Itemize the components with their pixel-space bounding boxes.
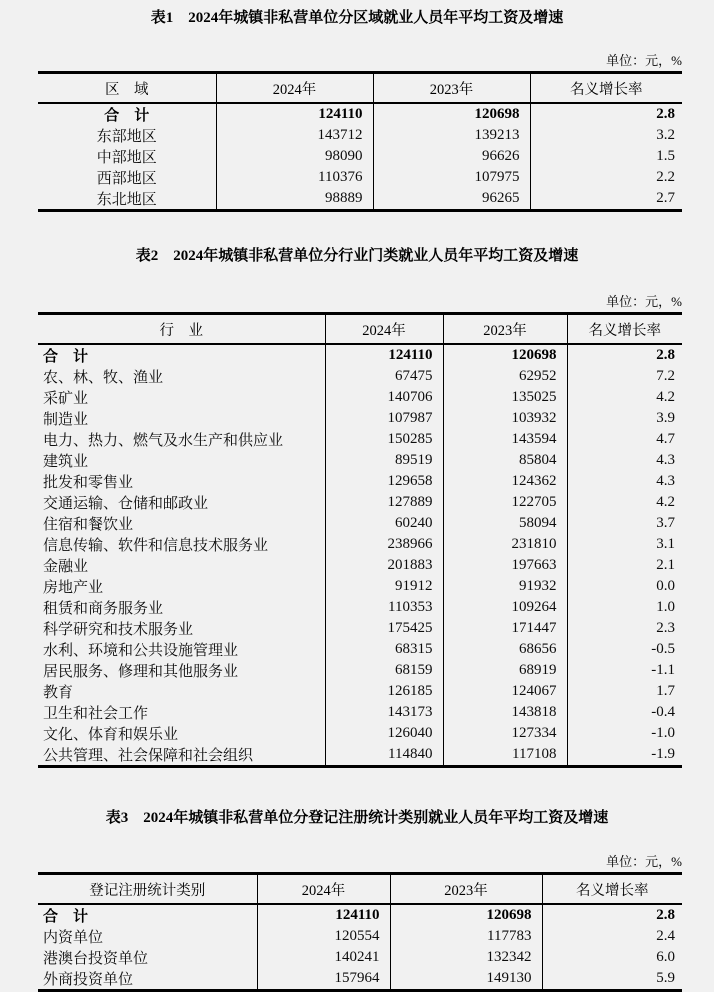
- row-value: 197663: [443, 555, 567, 576]
- row-value: 60240: [325, 513, 443, 534]
- table-row: [38, 408, 682, 429]
- row-value: 107975: [373, 167, 530, 188]
- column-header-industry: 行 业: [38, 314, 325, 345]
- row-value: 126185: [325, 681, 443, 702]
- row-value: 67475: [325, 366, 443, 387]
- row-label: 金融业: [43, 559, 89, 575]
- table-row: [38, 344, 682, 366]
- table-row: [38, 513, 682, 534]
- row-value: 62952: [443, 366, 567, 387]
- column-header-growth: 名义增长率: [542, 874, 682, 905]
- row-value: 122705: [443, 492, 567, 513]
- row-value: -0.5: [567, 639, 682, 660]
- row-value: 2.8: [542, 904, 682, 926]
- row-value: 91932: [443, 576, 567, 597]
- row-label: 住宿和餐饮业: [43, 517, 134, 533]
- row-value: 143712: [216, 125, 373, 146]
- table1-header: [38, 73, 682, 104]
- row-value: 1.0: [567, 597, 682, 618]
- table-row: [38, 429, 682, 450]
- row-value: 124067: [443, 681, 567, 702]
- row-value: 3.1: [567, 534, 682, 555]
- row-value: 3.9: [567, 408, 682, 429]
- row-value: 120698: [443, 344, 567, 366]
- row-label: 制造业: [43, 412, 89, 428]
- row-value: 2.4: [542, 926, 682, 947]
- table3-registration-type-wages: [38, 872, 682, 992]
- table1-unit-label: 单位：元，%: [606, 53, 682, 68]
- row-value: 117108: [443, 744, 567, 767]
- row-value: 120698: [390, 904, 542, 926]
- column-header-2024: 2024年: [216, 73, 373, 104]
- table3-body: [38, 904, 682, 991]
- row-value: 127334: [443, 723, 567, 744]
- table1-title: 表1 2024年城镇非私营单位分区域就业人员年平均工资及增速: [150, 10, 564, 26]
- table1-section: [0, 0, 714, 212]
- row-value: 4.2: [567, 492, 682, 513]
- row-value: 127889: [325, 492, 443, 513]
- table3-header: [38, 874, 682, 905]
- column-header-2023: 2023年: [373, 73, 530, 104]
- row-value: 129658: [325, 471, 443, 492]
- row-value: -1.9: [567, 744, 682, 767]
- row-value: 231810: [443, 534, 567, 555]
- row-value: 140241: [257, 947, 390, 968]
- row-value: 2.8: [567, 344, 682, 366]
- row-label: 卫生和社会工作: [43, 706, 149, 722]
- table-row: [38, 618, 682, 639]
- table-row: [38, 492, 682, 513]
- column-header-2023: 2023年: [443, 314, 567, 345]
- row-value: 132342: [390, 947, 542, 968]
- row-value: 110376: [216, 167, 373, 188]
- row-value: 68315: [325, 639, 443, 660]
- row-value: 143173: [325, 702, 443, 723]
- row-label: 内资单位: [43, 930, 104, 946]
- row-value: 2.8: [530, 103, 682, 125]
- table-row: [38, 576, 682, 597]
- row-value: 120698: [373, 103, 530, 125]
- table-row: [38, 125, 682, 146]
- row-value: 68159: [325, 660, 443, 681]
- column-header-registration-type: 登记注册统计类别: [38, 874, 257, 905]
- row-value: 4.3: [567, 471, 682, 492]
- row-value: 89519: [325, 450, 443, 471]
- table-row: [38, 947, 682, 968]
- row-value: 143818: [443, 702, 567, 723]
- column-header-2024: 2024年: [325, 314, 443, 345]
- row-label: 文化、体育和娱乐业: [43, 727, 179, 743]
- row-label: 西部地区: [96, 171, 157, 187]
- row-label: 教育: [43, 685, 74, 701]
- table2-section: [0, 212, 714, 768]
- header-row: [38, 874, 682, 905]
- row-label: 中部地区: [96, 150, 157, 166]
- table2-title: 表2 2024年城镇非私营单位分行业门类就业人员年平均工资及增速: [135, 248, 579, 264]
- table-row: [38, 534, 682, 555]
- row-value: 201883: [325, 555, 443, 576]
- row-value: 5.9: [542, 968, 682, 991]
- column-header-2023: 2023年: [390, 874, 542, 905]
- row-value: 3.2: [530, 125, 682, 146]
- row-label: 采矿业: [43, 391, 89, 407]
- row-value: 150285: [325, 429, 443, 450]
- row-value: 126040: [325, 723, 443, 744]
- row-label: 批发和零售业: [43, 475, 134, 491]
- row-value: 2.3: [567, 618, 682, 639]
- row-label: 居民服务、修理和其他服务业: [43, 664, 239, 680]
- row-label: 电力、热力、燃气及水生产和供应业: [43, 433, 284, 449]
- row-value: 6.0: [542, 947, 682, 968]
- row-value: 124110: [325, 344, 443, 366]
- row-label: 港澳台投资单位: [43, 951, 149, 967]
- row-value: 157964: [257, 968, 390, 991]
- column-header-region: 区 域: [38, 73, 216, 104]
- row-label: 交通运输、仓储和邮政业: [43, 496, 209, 512]
- row-value: -1.0: [567, 723, 682, 744]
- row-value: 68656: [443, 639, 567, 660]
- table-row: [38, 471, 682, 492]
- row-value: 3.7: [567, 513, 682, 534]
- row-label: 信息传输、软件和信息技术服务业: [43, 538, 269, 554]
- table-row: [38, 660, 682, 681]
- row-value: 7.2: [567, 366, 682, 387]
- row-value: 117783: [390, 926, 542, 947]
- row-value: 2.1: [567, 555, 682, 576]
- row-value: 2.7: [530, 188, 682, 211]
- row-label: 东部地区: [96, 129, 157, 145]
- table-row: [38, 597, 682, 618]
- row-value: 124362: [443, 471, 567, 492]
- column-header-growth: 名义增长率: [567, 314, 682, 345]
- table-row: [38, 387, 682, 408]
- row-value: 91912: [325, 576, 443, 597]
- row-label: 农、林、牧、渔业: [43, 370, 164, 386]
- row-value: 4.3: [567, 450, 682, 471]
- table3-unit-label: 单位：元，%: [606, 854, 682, 869]
- row-label: 合 计: [43, 349, 89, 365]
- table-row: [38, 681, 682, 702]
- row-value: 58094: [443, 513, 567, 534]
- table-row: [38, 639, 682, 660]
- table2-industry-wages: [38, 312, 682, 768]
- table-row: [38, 926, 682, 947]
- table-row: [38, 555, 682, 576]
- row-label: 合 计: [104, 108, 150, 124]
- row-value: 114840: [325, 744, 443, 767]
- row-label: 租赁和商务服务业: [43, 601, 164, 617]
- header-row: [38, 314, 682, 345]
- row-value: 4.2: [567, 387, 682, 408]
- row-value: 96626: [373, 146, 530, 167]
- column-header-growth: 名义增长率: [530, 73, 682, 104]
- row-value: 107987: [325, 408, 443, 429]
- row-value: 1.5: [530, 146, 682, 167]
- row-value: 1.7: [567, 681, 682, 702]
- row-label: 房地产业: [43, 580, 104, 596]
- row-value: 171447: [443, 618, 567, 639]
- row-value: -1.1: [567, 660, 682, 681]
- table3-section: [0, 768, 714, 992]
- row-label: 科学研究和技术服务业: [43, 622, 194, 638]
- table2-unit-label: 单位：元，%: [606, 294, 682, 309]
- table-row: [38, 744, 682, 767]
- row-label: 合 计: [43, 909, 89, 925]
- table2-body: [38, 344, 682, 767]
- table-row: [38, 904, 682, 926]
- row-value: 96265: [373, 188, 530, 211]
- row-value: 98889: [216, 188, 373, 211]
- row-value: 0.0: [567, 576, 682, 597]
- row-value: 124110: [216, 103, 373, 125]
- table-row: [38, 702, 682, 723]
- table-row: [38, 167, 682, 188]
- row-value: 110353: [325, 597, 443, 618]
- row-value: 175425: [325, 618, 443, 639]
- row-value: 124110: [257, 904, 390, 926]
- row-value: 98090: [216, 146, 373, 167]
- row-value: 103932: [443, 408, 567, 429]
- column-header-2024: 2024年: [257, 874, 390, 905]
- row-value: 68919: [443, 660, 567, 681]
- row-value: 135025: [443, 387, 567, 408]
- row-value: 2.2: [530, 167, 682, 188]
- table-row: [38, 188, 682, 211]
- row-value: -0.4: [567, 702, 682, 723]
- table-row: [38, 723, 682, 744]
- table-row: [38, 968, 682, 991]
- table-row: [38, 450, 682, 471]
- row-value: 4.7: [567, 429, 682, 450]
- row-label: 公共管理、社会保障和社会组织: [43, 748, 254, 764]
- row-label: 外商投资单位: [43, 972, 134, 988]
- table-row: [38, 366, 682, 387]
- row-label: 水利、环境和公共设施管理业: [43, 643, 239, 659]
- row-value: 140706: [325, 387, 443, 408]
- table3-title: 表3 2024年城镇非私营单位分登记注册统计类别就业人员年平均工资及增速: [105, 810, 609, 826]
- row-value: 85804: [443, 450, 567, 471]
- table1-region-wages: [38, 71, 682, 212]
- table2-header: [38, 314, 682, 345]
- table-row: [38, 103, 682, 125]
- row-value: 109264: [443, 597, 567, 618]
- row-value: 139213: [373, 125, 530, 146]
- row-value: 120554: [257, 926, 390, 947]
- row-value: 238966: [325, 534, 443, 555]
- header-row: [38, 73, 682, 104]
- row-label: 东北地区: [96, 192, 157, 208]
- table-row: [38, 146, 682, 167]
- row-value: 143594: [443, 429, 567, 450]
- row-value: 149130: [390, 968, 542, 991]
- table1-body: [38, 103, 682, 211]
- row-label: 建筑业: [43, 454, 89, 470]
